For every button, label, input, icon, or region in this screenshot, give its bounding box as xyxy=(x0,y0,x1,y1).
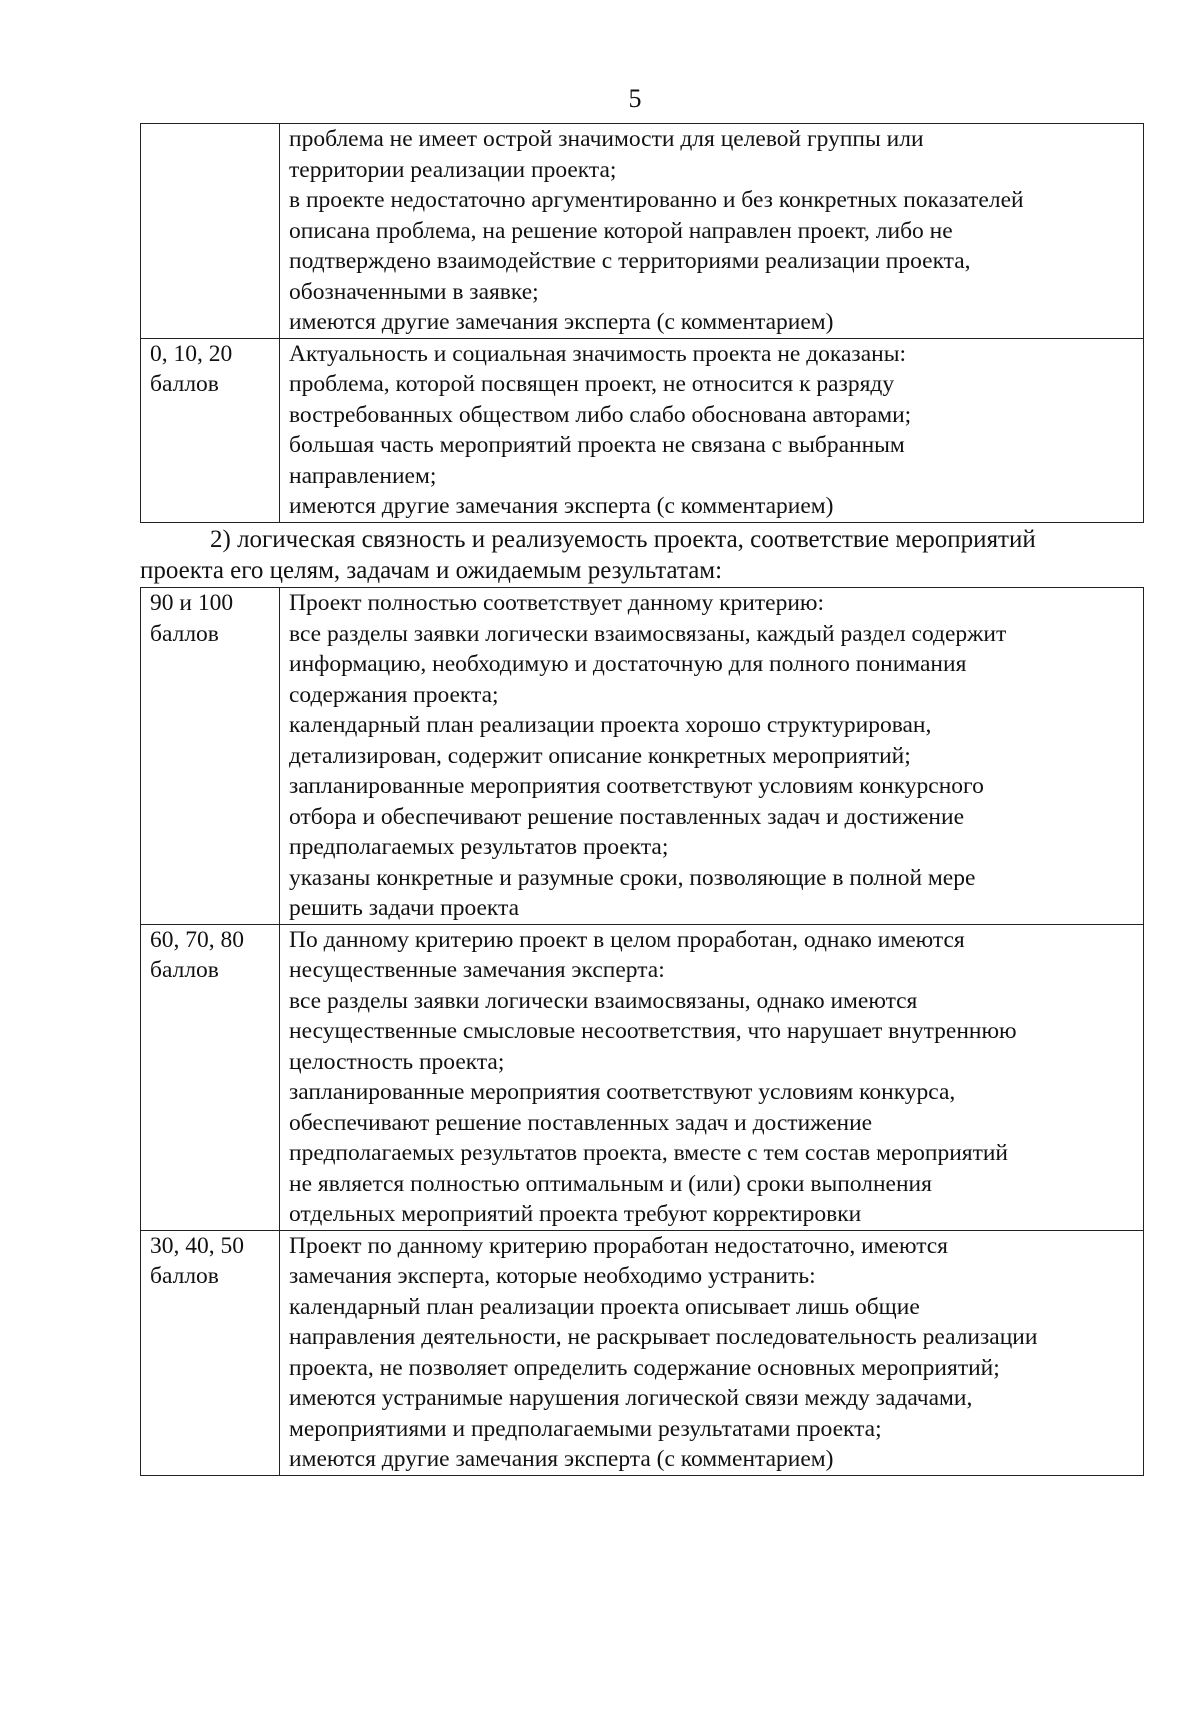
score-cell xyxy=(141,124,280,339)
description-line: решить задачи проекта xyxy=(289,895,520,921)
description-line: востребованных обществом либо слабо обоснована авторами; xyxy=(289,401,912,428)
table-row xyxy=(141,338,1144,522)
description-line: имеются другие замечания эксперта (с комментарием) xyxy=(289,493,834,519)
description-line: проекта, не позволяет определить содержание основных мероприятий; xyxy=(289,1354,1000,1381)
score-value: 60, 70, 80 xyxy=(150,926,244,953)
score-value: 0, 10, 20 xyxy=(150,340,233,367)
description-cell xyxy=(280,124,1144,339)
score-unit: баллов xyxy=(150,371,219,397)
score-value: 90 и 100 xyxy=(150,590,234,616)
description-line: Проект по данному критерию проработан недостаточно, имеются xyxy=(289,1232,948,1259)
description-cell xyxy=(280,338,1144,522)
criteria-table-2-body xyxy=(141,588,1144,1476)
description-line: По данному критерию проект в целом проработан, однако имеются xyxy=(289,926,965,953)
description-line: Проект полностью соответствует данному критерию: xyxy=(289,590,824,616)
description-cell xyxy=(280,924,1144,1230)
score-cell xyxy=(141,1230,280,1475)
description-line: запланированные мероприятия соответствуют условиям конкурсного xyxy=(289,773,984,799)
description-line: не является полностью оптимальным и (или) сроки выполнения xyxy=(289,1170,932,1197)
description-line: обеспечивают решение поставленных задач и достижение xyxy=(289,1109,873,1136)
page-number: 5 xyxy=(628,84,642,113)
description-line: целостность проекта; xyxy=(289,1048,505,1075)
description-line: отдельных мероприятий проекта требуют корректировки xyxy=(289,1201,862,1227)
description-line: подтверждено взаимодействие с территориями реализации проекта, xyxy=(289,248,971,274)
description-line: предполагаемых результатов проекта; xyxy=(289,834,669,860)
description-line: детализирован, содержит описание конкретных мероприятий; xyxy=(289,742,911,769)
score-unit: баллов xyxy=(150,1263,219,1289)
description-line: запланированные мероприятия соответствуют условиям конкурса, xyxy=(289,1079,956,1105)
description-line: имеются другие замечания эксперта (с комментарием) xyxy=(289,309,834,335)
description-line: направлением; xyxy=(289,462,437,489)
description-line: отбора и обеспечивают решение поставленных задач и достижение xyxy=(289,803,965,830)
description-line: предполагаемых результатов проекта, вместе с тем состав мероприятий xyxy=(289,1140,1009,1166)
description-cell xyxy=(280,1230,1144,1475)
description-line: календарный план реализации проекта хорошо структурирован, xyxy=(289,712,932,738)
description-line: несущественные замечания эксперта: xyxy=(289,957,665,983)
score-value: 30, 40, 50 xyxy=(150,1232,244,1259)
description-line: все разделы заявки логически взаимосвязаны, каждый раздел содержит xyxy=(289,620,1007,647)
description-line: имеются устранимые нарушения логической связи между задачами, xyxy=(289,1385,973,1411)
description-line: информацию, необходимую и достаточную для полного понимания xyxy=(289,651,967,677)
criteria-table-2 xyxy=(140,587,1144,1476)
description-line: календарный план реализации проекта описывает лишь общие xyxy=(289,1293,920,1320)
criterion-heading xyxy=(140,524,1146,586)
description-line: проблема не имеет острой значимости для целевой группы или xyxy=(289,126,924,152)
criteria-table-1-body xyxy=(141,124,1144,523)
score-cell xyxy=(141,924,280,1230)
description-line: описана проблема, на решение которой направлен проект, либо не xyxy=(289,217,953,244)
table-row xyxy=(141,1230,1144,1475)
description-line: замечания эксперта, которые необходимо устранить: xyxy=(289,1263,816,1289)
description-line: обозначенными в заявке; xyxy=(289,278,539,305)
description-line: направления деятельности, не раскрывает последовательность реализации xyxy=(289,1324,1038,1350)
description-cell xyxy=(280,588,1144,925)
criterion-heading-line: проекта его целям, задачам и ожидаемым результатам: xyxy=(140,557,723,584)
description-line: имеются другие замечания эксперта (с комментарием) xyxy=(289,1446,834,1472)
description-line: мероприятиями и предполагаемыми результатами проекта; xyxy=(289,1415,882,1442)
description-line: проблема, которой посвящен проект, не относится к разряду xyxy=(289,371,895,397)
score-unit: баллов xyxy=(150,620,219,647)
description-line: все разделы заявки логически взаимосвязаны, однако имеются xyxy=(289,987,918,1014)
criterion-heading-line: 2) логическая связность и реализуемость проекта, соответствие мероприятий xyxy=(210,526,1036,553)
description-line: территории реализации проекта; xyxy=(289,156,617,183)
criteria-table-1 xyxy=(140,123,1144,523)
description-line: в проекте недостаточно аргументированно и без конкретных показателей xyxy=(289,187,1024,213)
table-row xyxy=(141,124,1144,339)
description-line: большая часть мероприятий проекта не связана с выбранным xyxy=(289,432,905,458)
score-cell xyxy=(141,588,280,925)
table-row xyxy=(141,588,1144,925)
description-line: Актуальность и социальная значимость проекта не доказаны: xyxy=(289,340,907,367)
score-cell xyxy=(141,338,280,522)
description-line: содержания проекта; xyxy=(289,681,499,708)
score-unit: баллов xyxy=(150,957,219,983)
table-row xyxy=(141,924,1144,1230)
description-line: несущественные смысловые несоответствия, что нарушает внутреннюю xyxy=(289,1018,1017,1044)
description-line: указаны конкретные и разумные сроки, позволяющие в полной мере xyxy=(289,864,976,891)
